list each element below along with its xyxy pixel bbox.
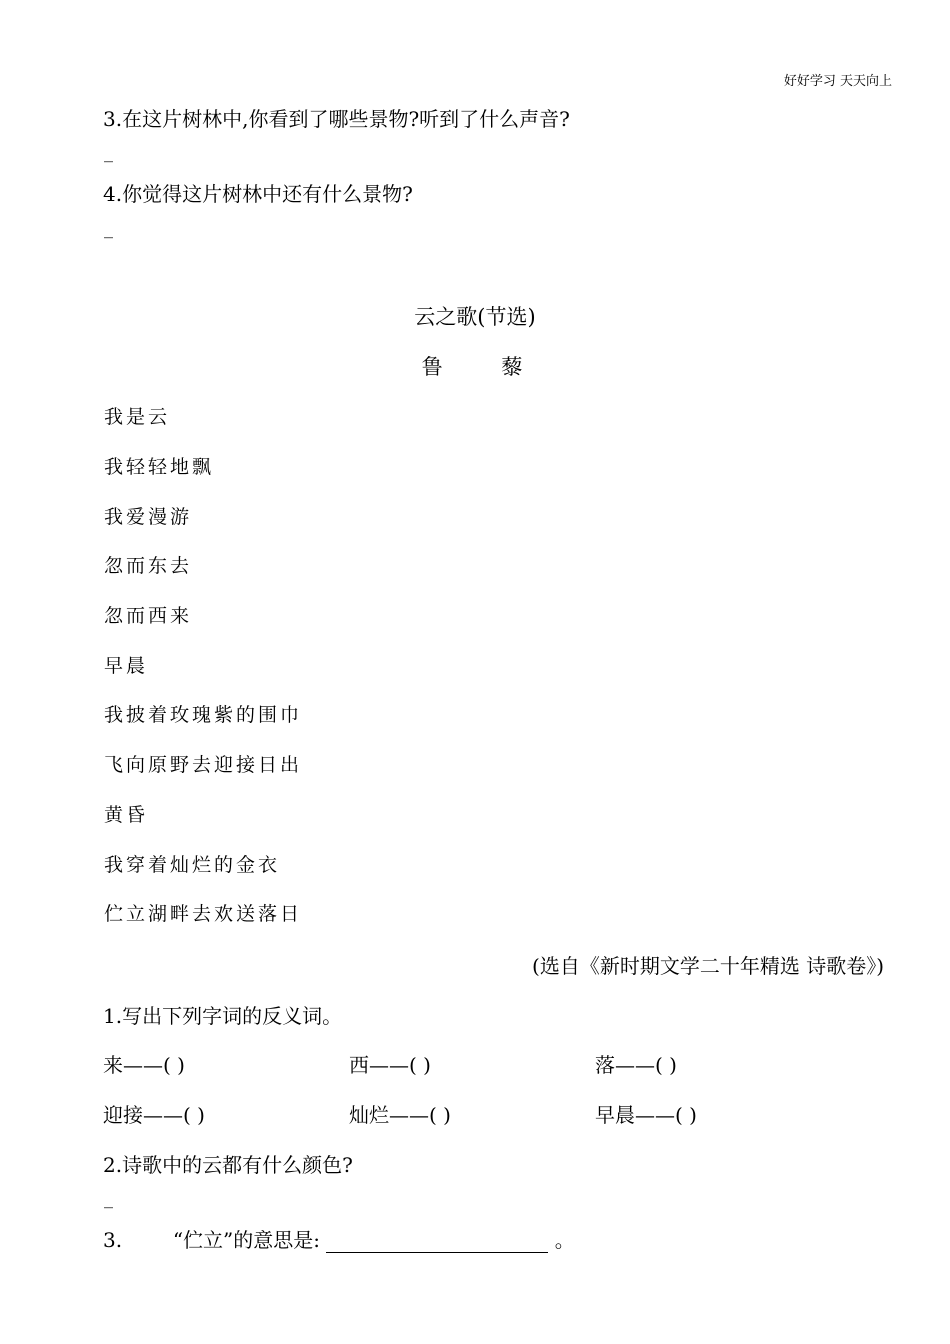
prev-question-4-blank: _ [104,218,113,239]
header-slogan: 好好学习 天天向上 [783,74,892,89]
antonym-item: 灿烂——( ) [349,1103,451,1127]
poem-line: 我是云 [104,406,171,428]
antonym-item: 早晨——( ) [595,1103,697,1127]
prev-question-3-blank: _ [104,142,113,163]
poem-source: (选自《新时期文学二十年精选 诗歌卷》) [532,954,884,978]
poem-line: 我轻轻地飘 [104,456,215,478]
question-2: 2.诗歌中的云都有什么颜色? [103,1153,353,1177]
question-3 [103,1224,575,1253]
poem-line: 我穿着灿烂的金衣 [104,854,281,876]
question-1: 1.写出下列字词的反义词。 [103,1004,343,1028]
antonym-item: 落——( ) [595,1053,677,1077]
poem-line: 黄昏 [104,804,149,826]
poem-line: 我披着玫瑰紫的围巾 [104,704,303,726]
poem-line: 我爱漫游 [104,506,193,528]
question-3-end: 。 [554,1228,575,1252]
poem-line: 早晨 [104,655,149,677]
antonym-item: 西——( ) [349,1053,431,1077]
poem-title: 云之歌(节选) [414,305,536,329]
question-2-blank: _ [104,1188,113,1209]
question-3-number: 3. [103,1228,123,1252]
poem-author: 鲁 藜 [421,355,549,379]
poem-line: 伫立湖畔去欢送落日 [104,903,303,925]
antonym-item: 迎接——( ) [103,1103,205,1127]
poem-line: 飞向原野去迎接日出 [104,754,303,776]
question-3-text: “伫立”的意思是: [172,1228,320,1252]
prev-question-3: 3.在这片树林中,你看到了哪些景物?听到了什么声音? [103,107,570,131]
antonym-item: 来——( ) [103,1053,185,1077]
poem-line: 忽而西来 [104,605,193,627]
prev-question-4: 4.你觉得这片树林中还有什么景物? [103,182,413,206]
answer-line[interactable] [326,1230,548,1253]
poem-line: 忽而东去 [104,555,193,577]
